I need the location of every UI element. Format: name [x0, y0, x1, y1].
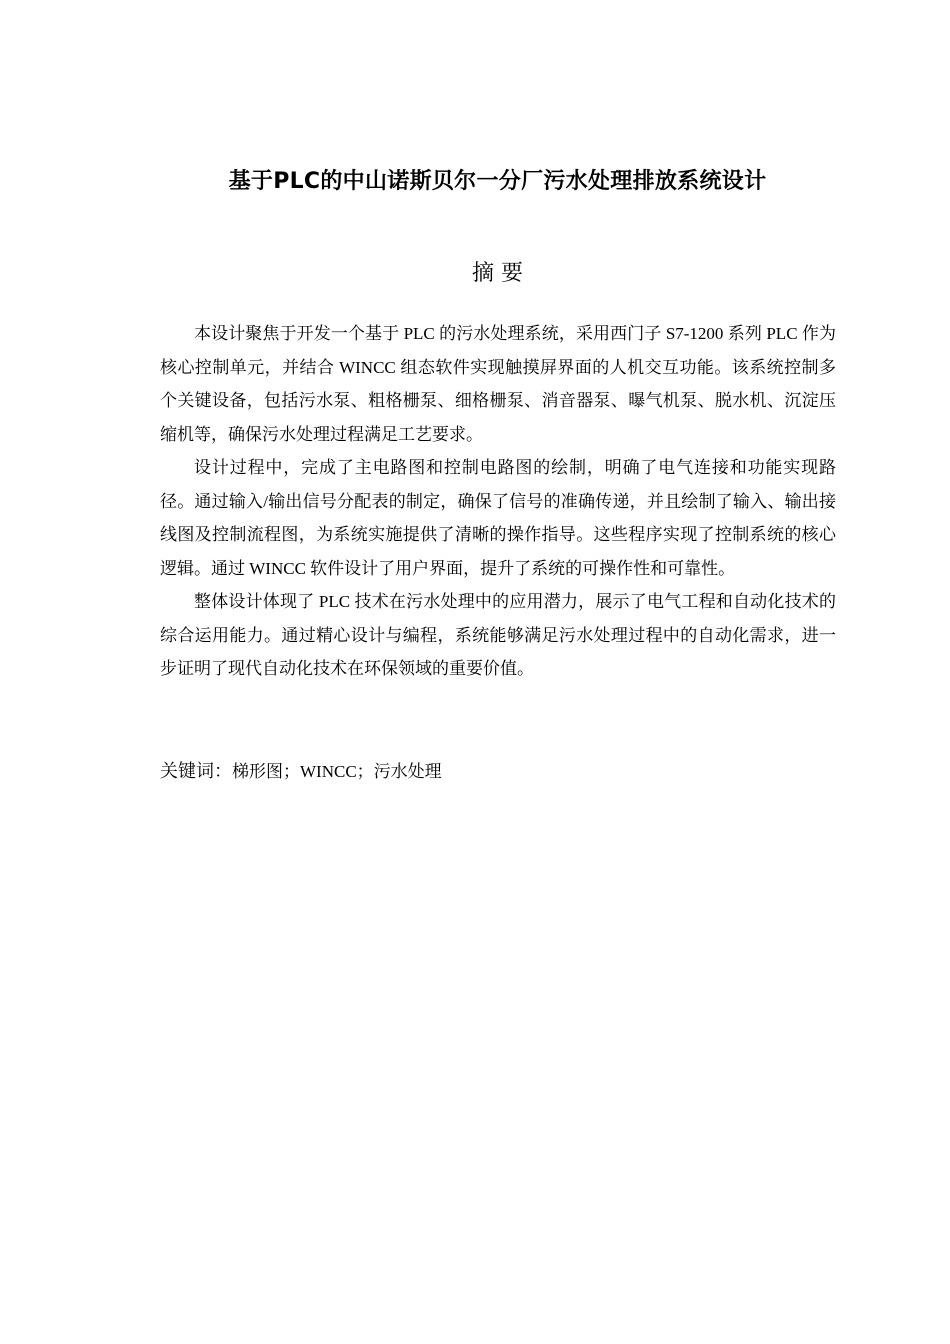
abstract-paragraph-2: 设计过程中，完成了主电路图和控制电路图的绘制，明确了电气连接和功能实现路径。通过输入/输出信号分配表的制定，确保了信号的准确传递，并且绘制了输入、输出接线图及控制流程图，为系统实施提供了清晰的操作指导。这些程序实现了控制系统的核心逻辑。通过 WINCC 软件设计了用户界面，提升了系统的可操作性和可靠性。	[160, 458, 836, 578]
abstract-paragraph-3: 整体设计体现了 PLC 技术在污水处理中的应用潜力，展示了电气工程和自动化技术的综合运用能力。通过精心设计与编程，系统能够满足污水处理过程中的自动化需求，进一步证明了现代自动化技术在环保领域的重要价值。	[160, 592, 836, 678]
abstract-paragraph-1: 本设计聚焦于开发一个基于 PLC 的污水处理系统，采用西门子 S7-1200 系列 PLC 作为核心控制单元，并结合 WINCC 组态软件实现触摸屏界面的人机交互功能。该系统控制多个关键设备，包括污水泵、粗格栅泵、细格栅泵、消音器泵、曝气机泵、脱水机、沉淀压缩机等，确保污水处理过程满足工艺要求。	[160, 324, 836, 444]
abstract-heading: 摘 要	[472, 261, 523, 286]
keywords-value: 梯形图；WINCC；污水处理	[232, 762, 442, 781]
keywords-label: 关键词：	[160, 761, 232, 782]
abstract-body	[160, 317, 836, 686]
document-title: 基于PLC的中山诺斯贝尔一分厂污水处理排放系统设计	[228, 169, 767, 194]
keywords-line	[160, 755, 836, 789]
